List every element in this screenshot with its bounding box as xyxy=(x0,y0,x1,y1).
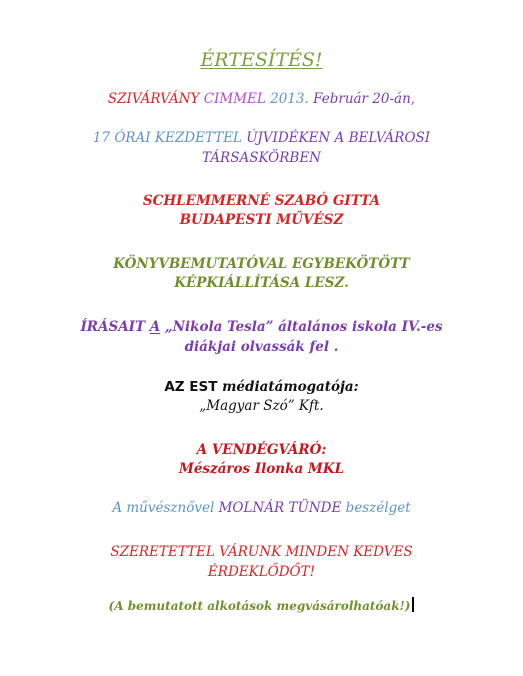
event-date: Február 20-án, xyxy=(308,91,416,107)
readers-article: A xyxy=(149,319,161,335)
media-sponsor-name: „Magyar Szó” Kft. xyxy=(199,398,324,414)
sale-note xyxy=(0,597,523,615)
sale-note-text: (A bemutatott alkotások megvásárolhatóak!) xyxy=(108,599,411,613)
readers-line xyxy=(0,318,523,336)
media-sponsor-label xyxy=(0,378,523,396)
event-intro-line xyxy=(0,90,523,108)
moderator-line xyxy=(0,499,523,517)
media-sponsor-word: médiatámogatója: xyxy=(222,379,359,395)
readers-line-cont: diákjai olvassák fel . xyxy=(184,339,339,355)
exhibition-line: KÖNYVBEMUTATÓVAL EGYBEKÖTÖTT xyxy=(113,256,410,272)
welcome-line-cont: ÉRDEKLŐDŐT! xyxy=(207,564,316,580)
text-cursor xyxy=(412,597,414,612)
welcome-line: SZERETETTEL VÁRUNK MINDEN KEDVES xyxy=(110,544,413,560)
media-sponsor-lead: AZ EST xyxy=(164,379,223,395)
event-time-line xyxy=(0,129,523,147)
artist-title: BUDAPESTI MŰVÉSZ xyxy=(179,212,344,228)
artist-name: SCHLEMMERNÉ SZABÓ GITTA xyxy=(142,193,381,209)
event-year: 2013. xyxy=(265,91,309,107)
event-venue-cont: TÁRSASKÖRBEN xyxy=(202,150,321,166)
readers-school: „Nikola Tesla” általános iskola IV.-es xyxy=(160,319,443,335)
event-name: SZIVÁRVÁNY xyxy=(107,91,200,107)
moderator-lead: A művésznővel xyxy=(112,500,219,516)
document-title: ÉRTESÍTÉS! xyxy=(200,49,323,71)
host-label: A VENDÉGVÁRÓ: xyxy=(196,442,327,458)
host-name: Mészáros Ilonka MKL xyxy=(178,461,345,477)
readers-lead: ÍRÁSAIT xyxy=(80,319,150,335)
event-venue: ÚJVIDÉKEN A BELVÁROSI xyxy=(242,130,431,146)
moderator-name: MOLNÁR TÜNDE xyxy=(218,500,342,516)
event-name-suffix: CIMMEL xyxy=(199,91,266,107)
event-time: 17 ÓRAI KEZDETTEL xyxy=(92,130,243,146)
exhibition-line-cont: KÉPKIÁLLÍTÁSA LESZ. xyxy=(174,275,349,291)
moderator-tail: beszélget xyxy=(341,500,411,516)
